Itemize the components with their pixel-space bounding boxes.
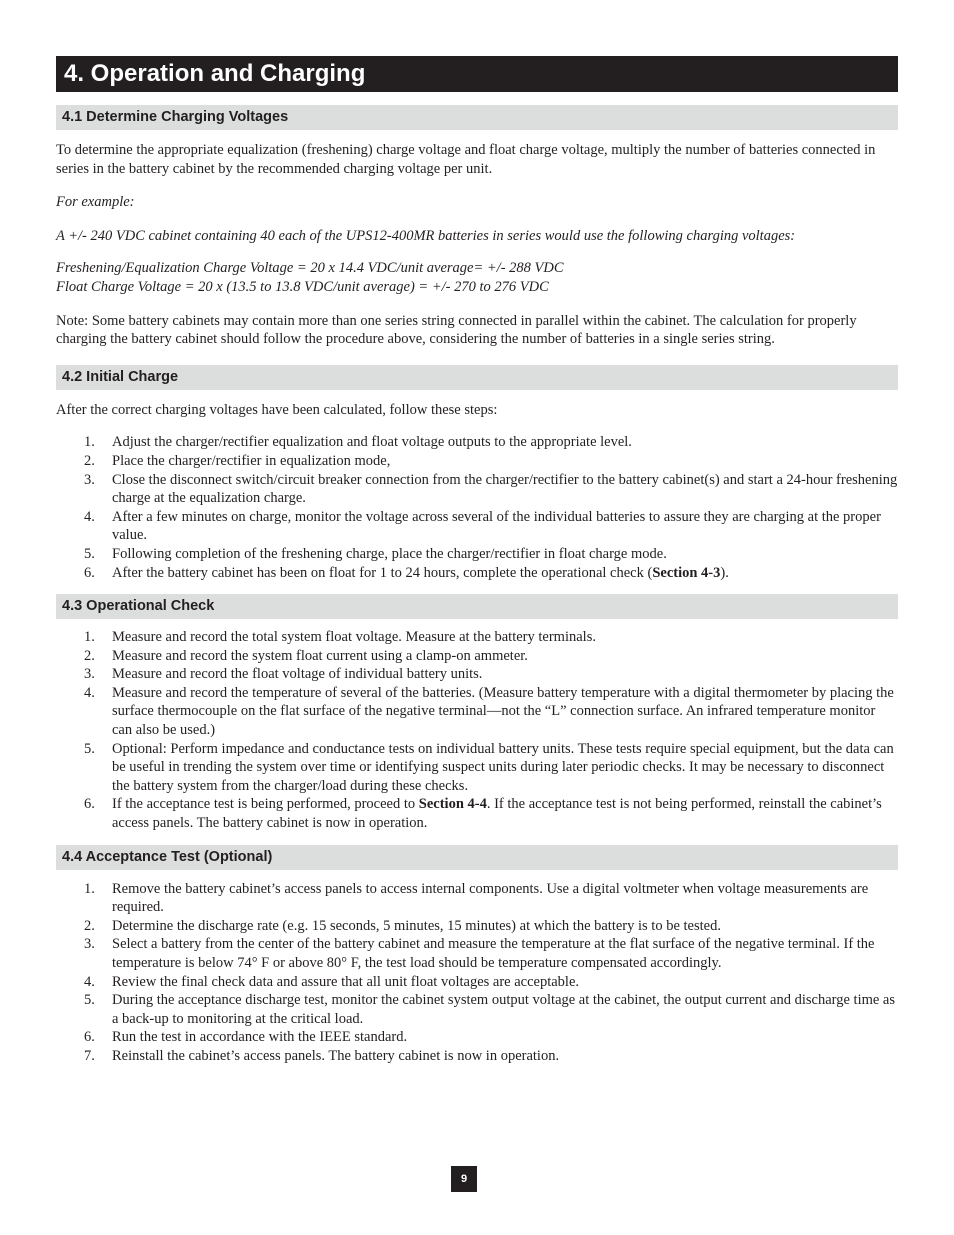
list-item: 4. Review the final check data and assure that all unit float voltages are acceptable. (84, 973, 580, 990)
steps-list-acceptance-test (56, 880, 898, 1066)
page-content (56, 56, 898, 1066)
section-reference: Section 4-4 (418, 796, 487, 813)
note: Note: Some battery cabinets may contain more than one series string connected in parallel within the cabinet. The calculation for properly charging the battery cabinet should follow the procedure above, considering the number of batteries in a single series string. (56, 312, 857, 348)
list-item: 3. Close the disconnect switch/circuit breaker connection from the charger/rectifier to the battery cabinet(s) and start a 24-hour freshening charge at the equalization charge. (84, 471, 898, 507)
example-text: A +/- 240 VDC cabinet containing 40 each of the UPS12-400MR batteries in series would use the following charging voltages: (56, 227, 796, 244)
list-item: 1. Measure and record the total system float voltage. Measure at the battery terminals. (84, 629, 596, 646)
list-item: 5. During the acceptance discharge test, monitor the cabinet system output voltage at the cabinet, the output current and discharge time as a back-up to monitoring at the critical load. (84, 992, 896, 1027)
chapter-title: 4. Operation and Charging (56, 56, 898, 92)
list-item: 2. Determine the discharge rate (e.g. 15 seconds, 5 minutes, 15 minutes) at which the battery is to be tested. (84, 917, 721, 934)
list-item: 7. Reinstall the cabinet’s access panels. The battery cabinet is now in operation. (84, 1047, 560, 1064)
list-item: 5. Optional: Perform impedance and conductance tests on individual battery units. These tests require special equipment, but the data can be useful in trending the system over time or identifying suspect units during later periodic checks. It may be necessary to disconnect the battery system from the charger/load during these checks. (84, 740, 894, 794)
list-item: 1. Adjust the charger/rectifier equalization and float voltage outputs to the appropriate level. (84, 434, 632, 451)
list-item: 5. Following completion of the freshening charge, place the charger/rectifier in float charge mode. (84, 545, 667, 562)
paragraph: After the correct charging voltages have been calculated, follow these steps: (56, 401, 498, 418)
steps-list-initial-charge (56, 433, 898, 582)
paragraph: To determine the appropriate equalization (freshening) charge voltage and float charge voltage, multiply the number of batteries connected in series in the battery cabinet by the recommended charging voltage per unit. (56, 142, 876, 177)
list-item: 6. After the battery cabinet has been on float for 1 to 24 hours, complete the operational check (Section 4-3). (84, 564, 729, 581)
section-heading-4-3: 4.3 Operational Check (56, 594, 898, 619)
list-item: 3. Select a battery from the center of the battery cabinet and measure the temperature at the flat surface of the negative terminal. If the temperature is below 74° F or above 80° F, the test load should be temperature compensated accordingly. (84, 936, 875, 971)
formula-float: Float Charge Voltage = 20 x (13.5 to 13.8 VDC/unit average) = +/- 270 to 276 VDC (56, 278, 549, 295)
list-item: 2. Measure and record the system float current using a clamp-on ammeter. (84, 647, 528, 664)
list-item: 6. If the acceptance test is being performed, proceed to Section 4-4. If the acceptance test is not being performed, reinstall the cabinet’s access panels. The battery cabinet is now in operation. (84, 796, 882, 832)
list-item: 6. Run the test in accordance with the IEEE standard. (84, 1029, 408, 1046)
list-item: 2. Place the charger/rectifier in equalization mode, (84, 452, 391, 469)
list-item: 1. Remove the battery cabinet’s access panels to access internal components. Use a digital voltmeter when voltage measurements are required. (84, 880, 869, 916)
formula-equalization: Freshening/Equalization Charge Voltage = 20 x 14.4 VDC/unit average= +/- 288 VDC (56, 260, 564, 277)
list-item: 3. Measure and record the float voltage of individual battery units. (84, 666, 483, 683)
section-heading-4-2: 4.2 Initial Charge (56, 365, 898, 390)
section-heading-4-1: 4.1 Determine Charging Voltages (56, 105, 898, 130)
list-item: 4. Measure and record the temperature of several of the batteries. (Measure battery temperature with a digital thermometer by placing the surface thermocouple on the flat surface of the negative terminal—not the “L” connection surface. An infrared temperature monitor can also be used.) (84, 684, 894, 739)
page-number: 9 (451, 1166, 477, 1192)
section-reference: Section 4-3 (652, 564, 721, 581)
section-heading-4-4: 4.4 Acceptance Test (Optional) (56, 845, 898, 870)
list-item: 4. After a few minutes on charge, monitor the voltage across several of the individual batteries to assure they are charging at the proper value. (84, 508, 881, 544)
steps-list-operational-check (56, 628, 898, 833)
example-label: For example: (56, 194, 135, 211)
